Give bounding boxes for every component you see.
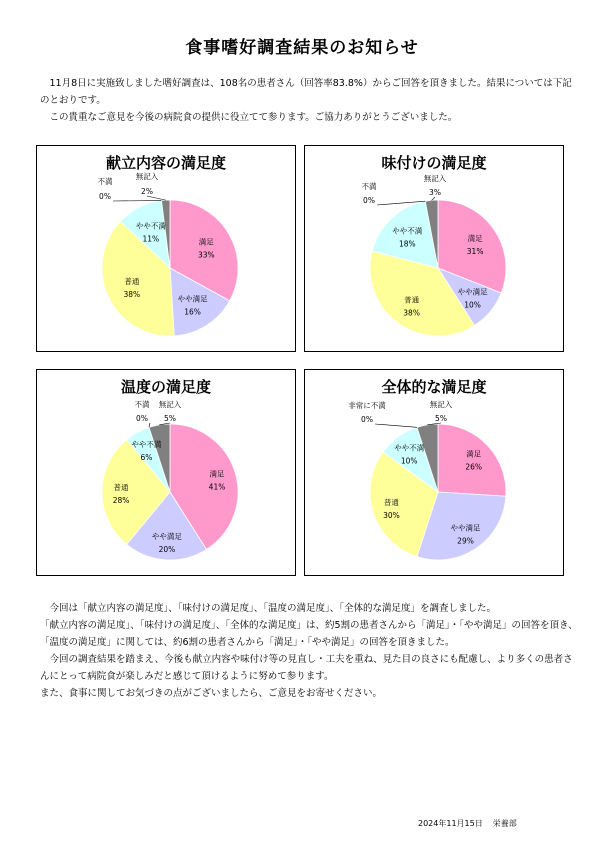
slice-percent: 26% (465, 462, 483, 472)
slice-label: 無記入 (158, 400, 182, 409)
slice-label: 満足 (466, 449, 482, 459)
slice-label: 非常に不満 (348, 401, 386, 410)
slice-label: 無記入 (423, 174, 447, 183)
summary-paragraph: 今回の調査結果を踏まえ、今後も献立内容や味付け等の見直し・工夫を重ね、見た目の良さにも配慮し、より多くの患者さんにとって病院食が楽しみだと感じて頂けるように努めて参ります。 (40, 654, 573, 682)
summary-paragraph: 今回は「献立内容の満足度」、「味付けの満足度」、「温度の満足度」、「全体的な満足度」を調査しました。 (40, 603, 497, 614)
chart-title: 温度の満足度 (120, 378, 211, 396)
slice-label: 無記入 (429, 400, 453, 409)
slice-label: 不満 (361, 182, 377, 191)
intro-paragraph: この貴重なご意見を今後の病院食の提供に役立てて参ります。ご協力ありがとうございました。 (40, 112, 458, 123)
slice-label: 普通 (383, 498, 399, 508)
summary-text (40, 600, 580, 702)
chart-panel-menu (36, 145, 296, 352)
slice-percent: 38% (403, 308, 420, 318)
slice-label: 満足 (209, 469, 225, 479)
slice-percent: 10% (400, 456, 418, 466)
slice-percent: 38% (123, 289, 141, 299)
slice-percent: 0% (363, 196, 375, 205)
slice-percent: 18% (398, 239, 416, 249)
chart-title: 献立内容の満足度 (105, 154, 226, 172)
pie-chart-menu (37, 146, 295, 351)
slice-label: やや不満 (135, 221, 166, 231)
slice-label: 普通 (124, 276, 140, 286)
chart-title: 味付けの満足度 (381, 154, 487, 172)
slice-label: 不満 (97, 177, 113, 186)
slice-percent: 20% (158, 544, 176, 554)
slice-percent: 29% (457, 536, 474, 546)
slice-percent: 2% (141, 187, 153, 196)
chart-panel-seasoning (304, 145, 564, 352)
slice-percent: 0% (99, 192, 111, 201)
chart-title: 全体的な満足度 (381, 378, 487, 396)
summary-paragraph: 「献立内容の満足度」、「味付けの満足度」、「全体的な満足度」は、約5割の患者さんから「満足」・「やや満足」の回答を頂き、「温度の満足度」に関しては、約6割の患者さんから「満足」・「やや満足」の回答を頂きました。 (40, 620, 578, 648)
slice-percent: 16% (184, 307, 201, 317)
slice-label: やや不満 (392, 226, 423, 236)
slice-percent: 10% (464, 300, 481, 310)
slice-label: やや満足 (457, 287, 488, 297)
page-title: 食事嗜好調査結果のお知らせ (185, 38, 419, 58)
slice-percent: 11% (142, 234, 160, 244)
slice-label: 普通 (113, 483, 129, 492)
footer-date: 2024年11月15日 (418, 819, 483, 828)
pie-chart-seasoning (305, 146, 563, 351)
slice-label: 満足 (467, 233, 483, 243)
slice-percent: 33% (197, 250, 215, 260)
footer (418, 818, 517, 829)
slice-label: 無記入 (135, 172, 159, 181)
slice-label: やや不満 (394, 443, 425, 453)
slice-percent: 5% (164, 414, 176, 423)
pie-chart-temperature (37, 370, 295, 575)
slice-label: やや不満 (131, 440, 162, 450)
slice-percent: 0% (361, 415, 373, 424)
slice-label: やや満足 (450, 523, 481, 533)
slice-percent: 3% (429, 188, 441, 197)
slice-percent: 30% (383, 511, 400, 521)
slice-percent: 41% (208, 482, 226, 492)
slice-label: やや満足 (177, 294, 208, 304)
chart-panel-temperature (36, 369, 296, 576)
slice-percent: 0% (136, 414, 148, 423)
slice-label: 普通 (404, 295, 420, 305)
footer-department: 栄養部 (492, 819, 517, 828)
leader-line (147, 196, 166, 200)
leader-line (375, 424, 417, 427)
slice-percent: 28% (112, 496, 130, 505)
chart-panel-overall (304, 369, 564, 576)
slice-label: 不満 (134, 400, 150, 409)
slice-percent: 5% (435, 414, 447, 423)
summary-paragraph: また、食事に関してお気づきの点がございましたら、ご意見をお寄せください。 (40, 688, 383, 699)
intro-paragraph: 11月8日に実施致しました嗜好調査は、108名の患者さん（回答率83.8%）からご回答を頂きました。結果については下記のとおりです。 (40, 78, 572, 106)
pie-slice (438, 424, 506, 496)
intro-text (40, 75, 580, 126)
slice-label: やや満足 (151, 531, 182, 541)
slice-percent: 31% (466, 246, 484, 256)
slice-label: 満足 (198, 237, 214, 247)
pie-chart-overall (305, 370, 563, 575)
slice-percent: 6% (140, 453, 153, 463)
